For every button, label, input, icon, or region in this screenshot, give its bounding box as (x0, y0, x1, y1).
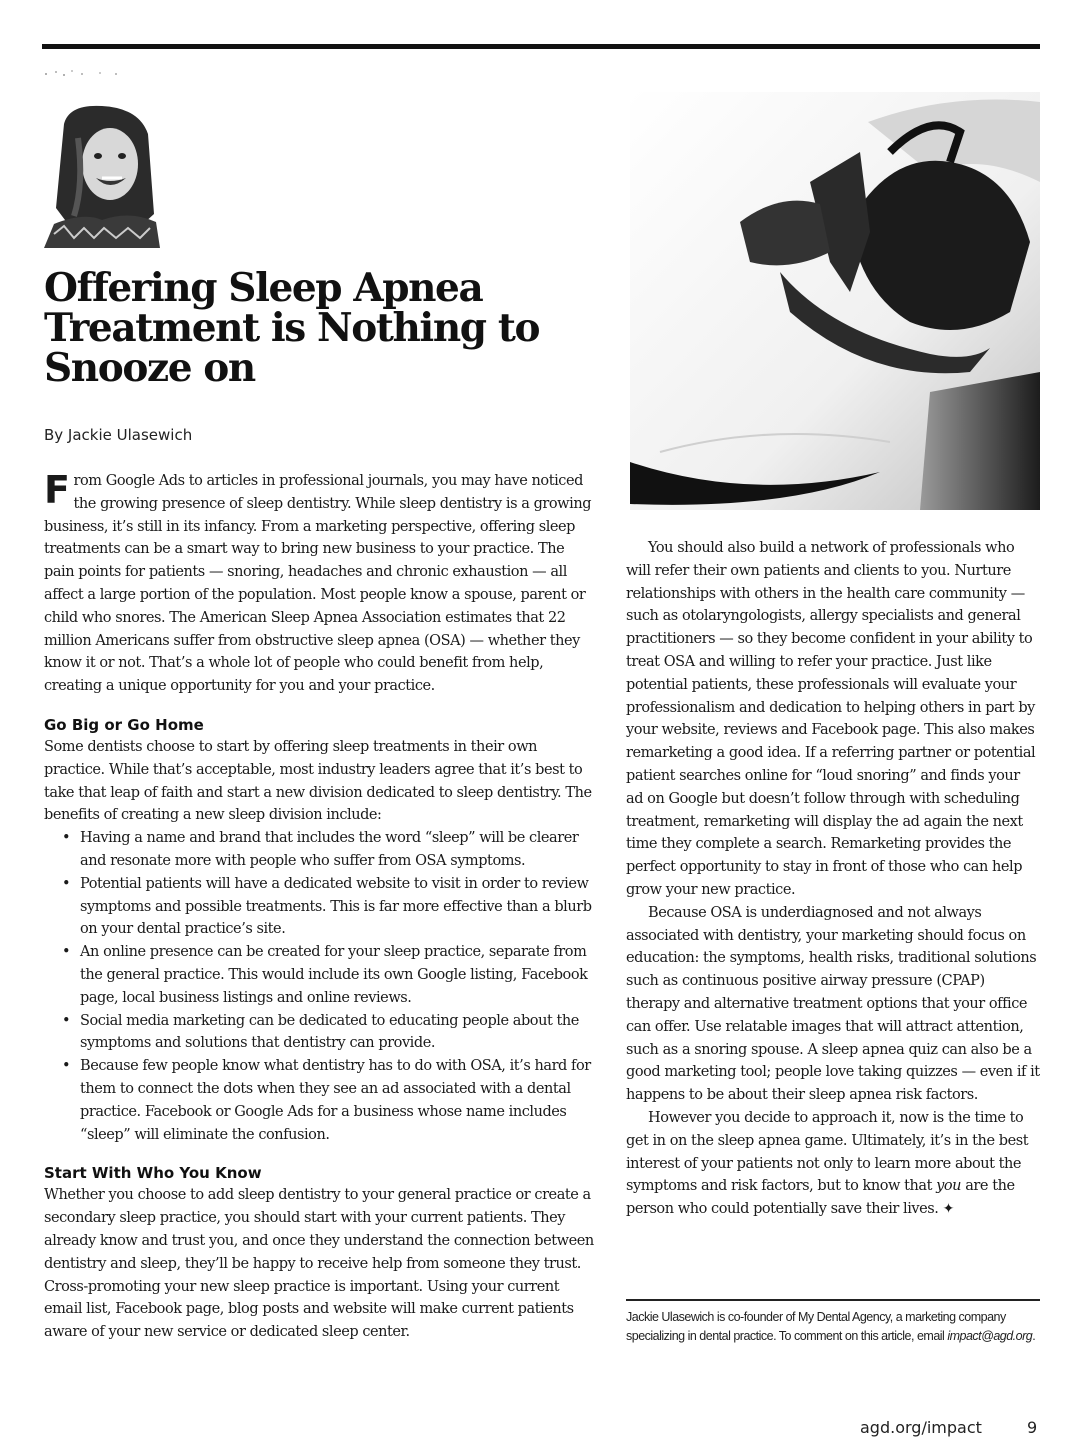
intro-text: rom Google Ads to articles in professional journals, you may have noticed the growing presence of sleep dentistry. While sleep dentistry is a growing business, it’s still in its infancy. From a marketing perspective, offering sleep treatments can be a smart way to bring new business to your practice. The pain points for patients — snoring, headaches and chronic exhaustion — all affect a large portion of the population. Most people know a spouse, parent or child who snores. The American Sleep Apnea Association estimates that 22 million Americans suffer from obstructive sleep apnea (OSA) — whether they know it or not. That’s a whole lot of people who could benefit from help, creating a unique opportunity for you and your practice. (44, 473, 592, 695)
list-item: • An online presence can be created for your sleep practice, separate from the general practice. This would include its own Google listing, Facebook page, local business listings and online reviews. (80, 941, 598, 1009)
bio-divider (626, 1299, 1040, 1301)
drop-cap: F (44, 468, 70, 512)
list-item: • Because few people know what dentistry has to do with OSA, it’s hard for them to connect the dots when they see an ad associated with a dental practice. Facebook or Google Ads for a business whose name includes “sleep” will eliminate the confusion. (80, 1055, 598, 1146)
title-line-1: Offering Sleep Apnea (44, 265, 483, 311)
section-heading-start-with: Start With Who You Know (44, 1164, 262, 1183)
title-line-2: Treatment is Nothing to (44, 305, 540, 351)
author-bio (626, 1308, 1040, 1346)
end-mark-icon: ✦ (942, 1201, 954, 1218)
section-heading-go-big: Go Big or Go Home (44, 715, 204, 734)
bio-end: . (1032, 1329, 1036, 1343)
author-photo (44, 104, 160, 248)
closing-text-end: are the person who could potentially save their lives. (626, 1178, 1015, 1218)
article-title (44, 265, 624, 391)
network-paragraph: You should also build a network of professionals who will refer their own patients and clients to you. Nurture relationships with others in the health care community — such as otolaryngologists, allergy specialists and general practitioners — so they become confident in your ability to treat OSA and willing to refer your practice. Just like potential patients, these professionals will evaluate your professionalism and dedication to helping others in part by your website, reviews and Facebook page. This also makes remarketing a good idea. If a referring partner or potential patient searches online for “loud snoring” and finds your ad on Google but doesn’t follow through with scheduling treatment, remarketing will display the ad again the next time they complete a search. Remarketing provides the perfect opportunity to stay in front of those who can help grow your new practice. (626, 540, 1036, 898)
closing-text-start: However you decide to approach it, now is the time to get in on the sleep apnea game. Ultimately, it’s in the best interest of your patients not only to learn more about the symptoms and risk factors, but to know that (626, 1109, 1029, 1195)
list-item: • Having a name and brand that includes the word “sleep” will be clearer and resonate more with people who suffer from OSA symptoms. (80, 827, 598, 873)
left-column (44, 470, 598, 1344)
section1-paragraph: Some dentists choose to start by offering sleep treatments in their own practice. While that’s acceptable, most industry leaders agree that it’s best to take that leap of faith and start a new division dedicated to sleep dentistry. The benefits of creating a new sleep division include: (44, 738, 592, 824)
closing-paragraph (626, 1107, 1040, 1221)
benefits-list (44, 827, 598, 1146)
title-line-3: Snooze on (44, 345, 255, 391)
right-column (626, 537, 1040, 1221)
print-speckle (42, 66, 142, 78)
education-paragraph: Because OSA is underdiagnosed and not always associated with dentistry, your marketing should focus on education: the symptoms, health risks, traditional solutions such as continuous positive airway pressure (CPAP) therapy and alternative treatment options that your office can offer. Use relatable images that will attract attention, such as a snoring spouse. A sleep apnea quiz can also be a good marketing tool; people love taking quizzes — even if it happens to be about their sleep apnea risk factors. (626, 904, 1040, 1104)
list-item: • Potential patients will have a dedicated website to visit in order to review symptoms and possible treatments. This is far more effective than a blurb on your dental practice’s site. (80, 873, 598, 941)
byline: By Jackie Ulasewich (44, 426, 193, 444)
section2-paragraph: Whether you choose to add sleep dentistry to your general practice or create a secondary sleep practice, you should start with your current patients. They already know and trust you, and once they understand the connection between dentistry and sleep, they’ll be happy to receive help from someone they trust. Cross-promoting your new sleep practice is important. Using your current email list, Facebook page, blog posts and website will make current patients aware of your new service or dedicated sleep center. (44, 1187, 594, 1341)
top-rule (42, 44, 1040, 49)
bio-email-link[interactable]: impact@agd.org (947, 1329, 1033, 1343)
bio-text: Jackie Ulasewich is co-founder of My Dental Agency, a marketing company specializing in dental practice. To comment on this article, email (626, 1310, 1006, 1343)
list-item: • Social media marketing can be dedicated to educating people about the symptoms and solutions that dentistry can provide. (80, 1010, 598, 1056)
sleep-mask-photo (630, 92, 1040, 510)
page-number: 9 (1027, 1418, 1038, 1437)
intro-paragraph (44, 470, 598, 698)
footer-url[interactable]: agd.org/impact (860, 1418, 982, 1437)
closing-emphasis: you (936, 1178, 962, 1195)
